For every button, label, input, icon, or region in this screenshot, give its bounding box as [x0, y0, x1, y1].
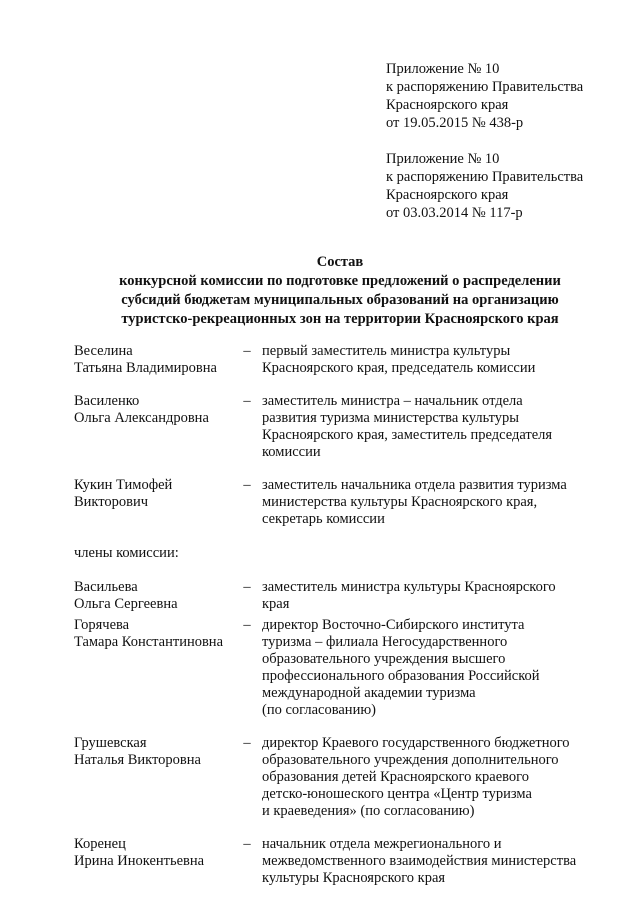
- member-role: [262, 343, 602, 377]
- member-given-names: Ирина Инокентьевна: [74, 853, 205, 869]
- member-given-names: Викторович: [74, 494, 149, 510]
- role-line: директор Восточно-Сибирского института: [262, 617, 525, 633]
- member-row: [74, 393, 614, 461]
- dash-separator: –: [243, 735, 251, 751]
- role-line: секретарь комиссии: [262, 511, 385, 527]
- dash-separator: –: [243, 617, 251, 633]
- member-given-names: Наталья Викторовна: [74, 752, 201, 768]
- member-row: [74, 477, 614, 528]
- role-line: Красноярского края, заместитель председателя: [262, 427, 553, 443]
- role-line: министерства культуры Красноярского края,: [262, 494, 538, 510]
- member-row: [74, 343, 614, 377]
- member-name: [74, 735, 232, 820]
- member-surname: Грушевская: [74, 735, 147, 751]
- annex-line: от 19.05.2015 № 438-р: [386, 115, 524, 131]
- annex-line: Красноярского края: [386, 187, 509, 203]
- role-line: международной академии туризма: [262, 685, 476, 701]
- member-surname: Василенко: [74, 393, 140, 409]
- member-surname: Кукин Тимофей: [74, 477, 173, 493]
- role-line: и краеведения» (по согласованию): [262, 803, 475, 819]
- member-name: [74, 477, 232, 528]
- role-line: начальник отдела межрегионального и: [262, 836, 502, 852]
- role-line: Красноярского края, председатель комиссии: [262, 360, 536, 376]
- dash-separator: –: [243, 343, 251, 359]
- member-row: [74, 617, 614, 719]
- annex-line: Приложение № 10: [386, 151, 500, 167]
- role-line: образовательного учреждения высшего: [262, 651, 506, 667]
- role-line: заместитель министра – начальник отдела: [262, 393, 523, 409]
- member-row: [74, 579, 614, 613]
- member-row: [74, 836, 614, 887]
- member-given-names: Ольга Александровна: [74, 410, 209, 426]
- commission-members-label: члены комиссии:: [74, 545, 179, 561]
- member-role: [262, 477, 602, 528]
- role-line: развития туризма министерства культуры: [262, 410, 520, 426]
- title-heading: Состав: [316, 254, 364, 270]
- member-role: [262, 617, 602, 719]
- role-line: профессионального образования Российской: [262, 668, 540, 684]
- title-line: субсидий бюджетам муниципальных образований на организацию: [121, 292, 559, 308]
- member-name: [74, 836, 232, 887]
- member-given-names: Ольга Сергеевна: [74, 596, 178, 612]
- title-line: конкурсной комиссии по подготовке предложений о распределении: [119, 273, 561, 289]
- member-surname: Веселина: [74, 343, 133, 359]
- member-surname: Коренец: [74, 836, 126, 852]
- role-line: края: [262, 596, 290, 612]
- role-line: комиссии: [262, 444, 321, 460]
- annex-header-original: [386, 150, 583, 222]
- member-name: [74, 579, 232, 613]
- annex-line: Красноярского края: [386, 97, 509, 113]
- member-surname: Горячева: [74, 617, 130, 633]
- member-role: [262, 579, 602, 613]
- member-name: [74, 343, 232, 377]
- member-name: [74, 617, 232, 719]
- member-role: [262, 735, 602, 820]
- dash-separator: –: [243, 393, 251, 409]
- role-line: директор Краевого государственного бюджетного: [262, 735, 570, 751]
- role-line: детско-юношеского центра «Центр туризма: [262, 786, 532, 802]
- member-surname: Васильева: [74, 579, 138, 595]
- commission-list: [74, 343, 614, 887]
- role-line: заместитель начальника отдела развития туризма: [262, 477, 567, 493]
- member-row: [74, 735, 614, 820]
- annex-header-current: [386, 60, 583, 132]
- role-line: туризма – филиала Негосударственного: [262, 634, 508, 650]
- annex-line: к распоряжению Правительства: [386, 169, 584, 185]
- dash-separator: –: [243, 579, 251, 595]
- member-name: [74, 393, 232, 461]
- role-line: заместитель министра культуры Красноярского: [262, 579, 556, 595]
- document-title: [60, 253, 620, 329]
- member-role: [262, 836, 602, 887]
- role-line: культуры Красноярского края: [262, 870, 446, 886]
- dash-separator: –: [243, 836, 251, 852]
- annex-line: Приложение № 10: [386, 61, 500, 77]
- role-line: образовательного учреждения дополнительного: [262, 752, 559, 768]
- member-given-names: Татьяна Владимировна: [74, 360, 217, 376]
- annex-line: к распоряжению Правительства: [386, 79, 584, 95]
- annex-line: от 03.03.2014 № 117-р: [386, 205, 523, 221]
- dash-separator: –: [243, 477, 251, 493]
- title-line: туристско-рекреационных зон на территории Красноярского края: [121, 311, 559, 327]
- role-line: образования детей Красноярского краевого: [262, 769, 529, 785]
- role-line: межведомственного взаимодействия министерства: [262, 853, 577, 869]
- member-given-names: Тамара Константиновна: [74, 634, 224, 650]
- role-line: (по согласованию): [262, 702, 376, 718]
- role-line: первый заместитель министра культуры: [262, 343, 511, 359]
- member-role: [262, 393, 602, 461]
